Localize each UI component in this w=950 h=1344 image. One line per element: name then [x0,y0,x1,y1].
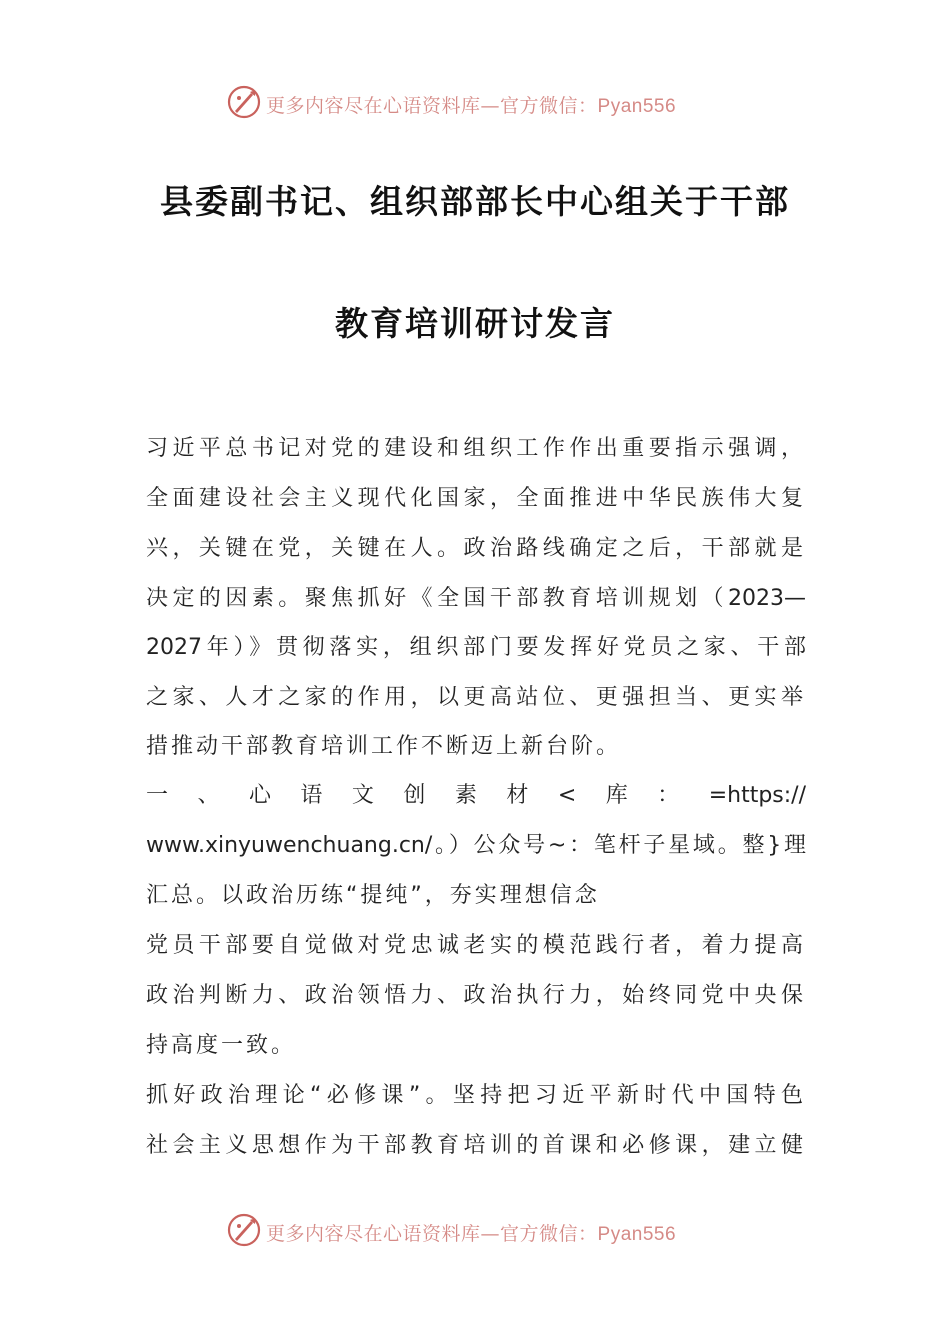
quill-logo-icon [226,1212,262,1248]
watermark-text [266,1219,676,1246]
document-title-line-1: 县委副书记、组织部部长中心组关于干部 [160,182,790,221]
body-line: 汇总。以政治历练“提纯”，夯实理想信念 [146,883,600,908]
body-line: 习近平总书记对党的建设和组织工作作出重要指示强调， [146,436,806,461]
watermark-header [0,82,950,122]
body-line: www.xinyuwenchuang.cn/。）公众号~：笔杆子星域。整}理 [146,833,806,858]
body-line: 政治判断力、政治领悟力、政治执行力，始终同党中央保 [146,983,806,1008]
quill-logo-icon [226,84,262,120]
body-line: 社会主义思想作为干部教育培训的首课和必修课，建立健 [146,1133,806,1158]
body-line: 措推动干部教育培训工作不断迈上新台阶。 [146,734,622,759]
body-line: 兴，关键在党，关键在人。政治路线确定之后，干部就是 [146,536,806,561]
body-line: 党员干部要自觉做对党忠诚老实的模范践行者，着力提高 [146,933,806,958]
body-line: 2027年）》贯彻落实，组织部门要发挥好党员之家、干部 [146,635,806,660]
watermark-label: 更多内容尽在心语资料库—官方微信： [266,95,598,117]
watermark-handle: Pyan556 [597,1224,677,1245]
body-line: 之家、人才之家的作用，以更高站位、更强担当、更实举 [146,685,806,710]
document-title-line-2: 教育培训研讨发言 [335,304,615,343]
body-line: 全面建设社会主义现代化国家，全面推进中华民族伟大复 [146,486,806,511]
body-line: 一、心语文创素材<库：=https:// [146,783,806,808]
watermark-text [266,91,676,118]
body-line: 抓好政治理论“必修课”。坚持把习近平新时代中国特色 [146,1083,806,1108]
watermark-handle: Pyan556 [597,96,677,117]
body-line: 持高度一致。 [146,1033,297,1058]
body-line: 决定的因素。聚焦抓好《全国干部教育培训规划（2023— [146,586,806,611]
watermark-label: 更多内容尽在心语资料库—官方微信： [266,1223,598,1245]
watermark-footer [0,1210,950,1250]
